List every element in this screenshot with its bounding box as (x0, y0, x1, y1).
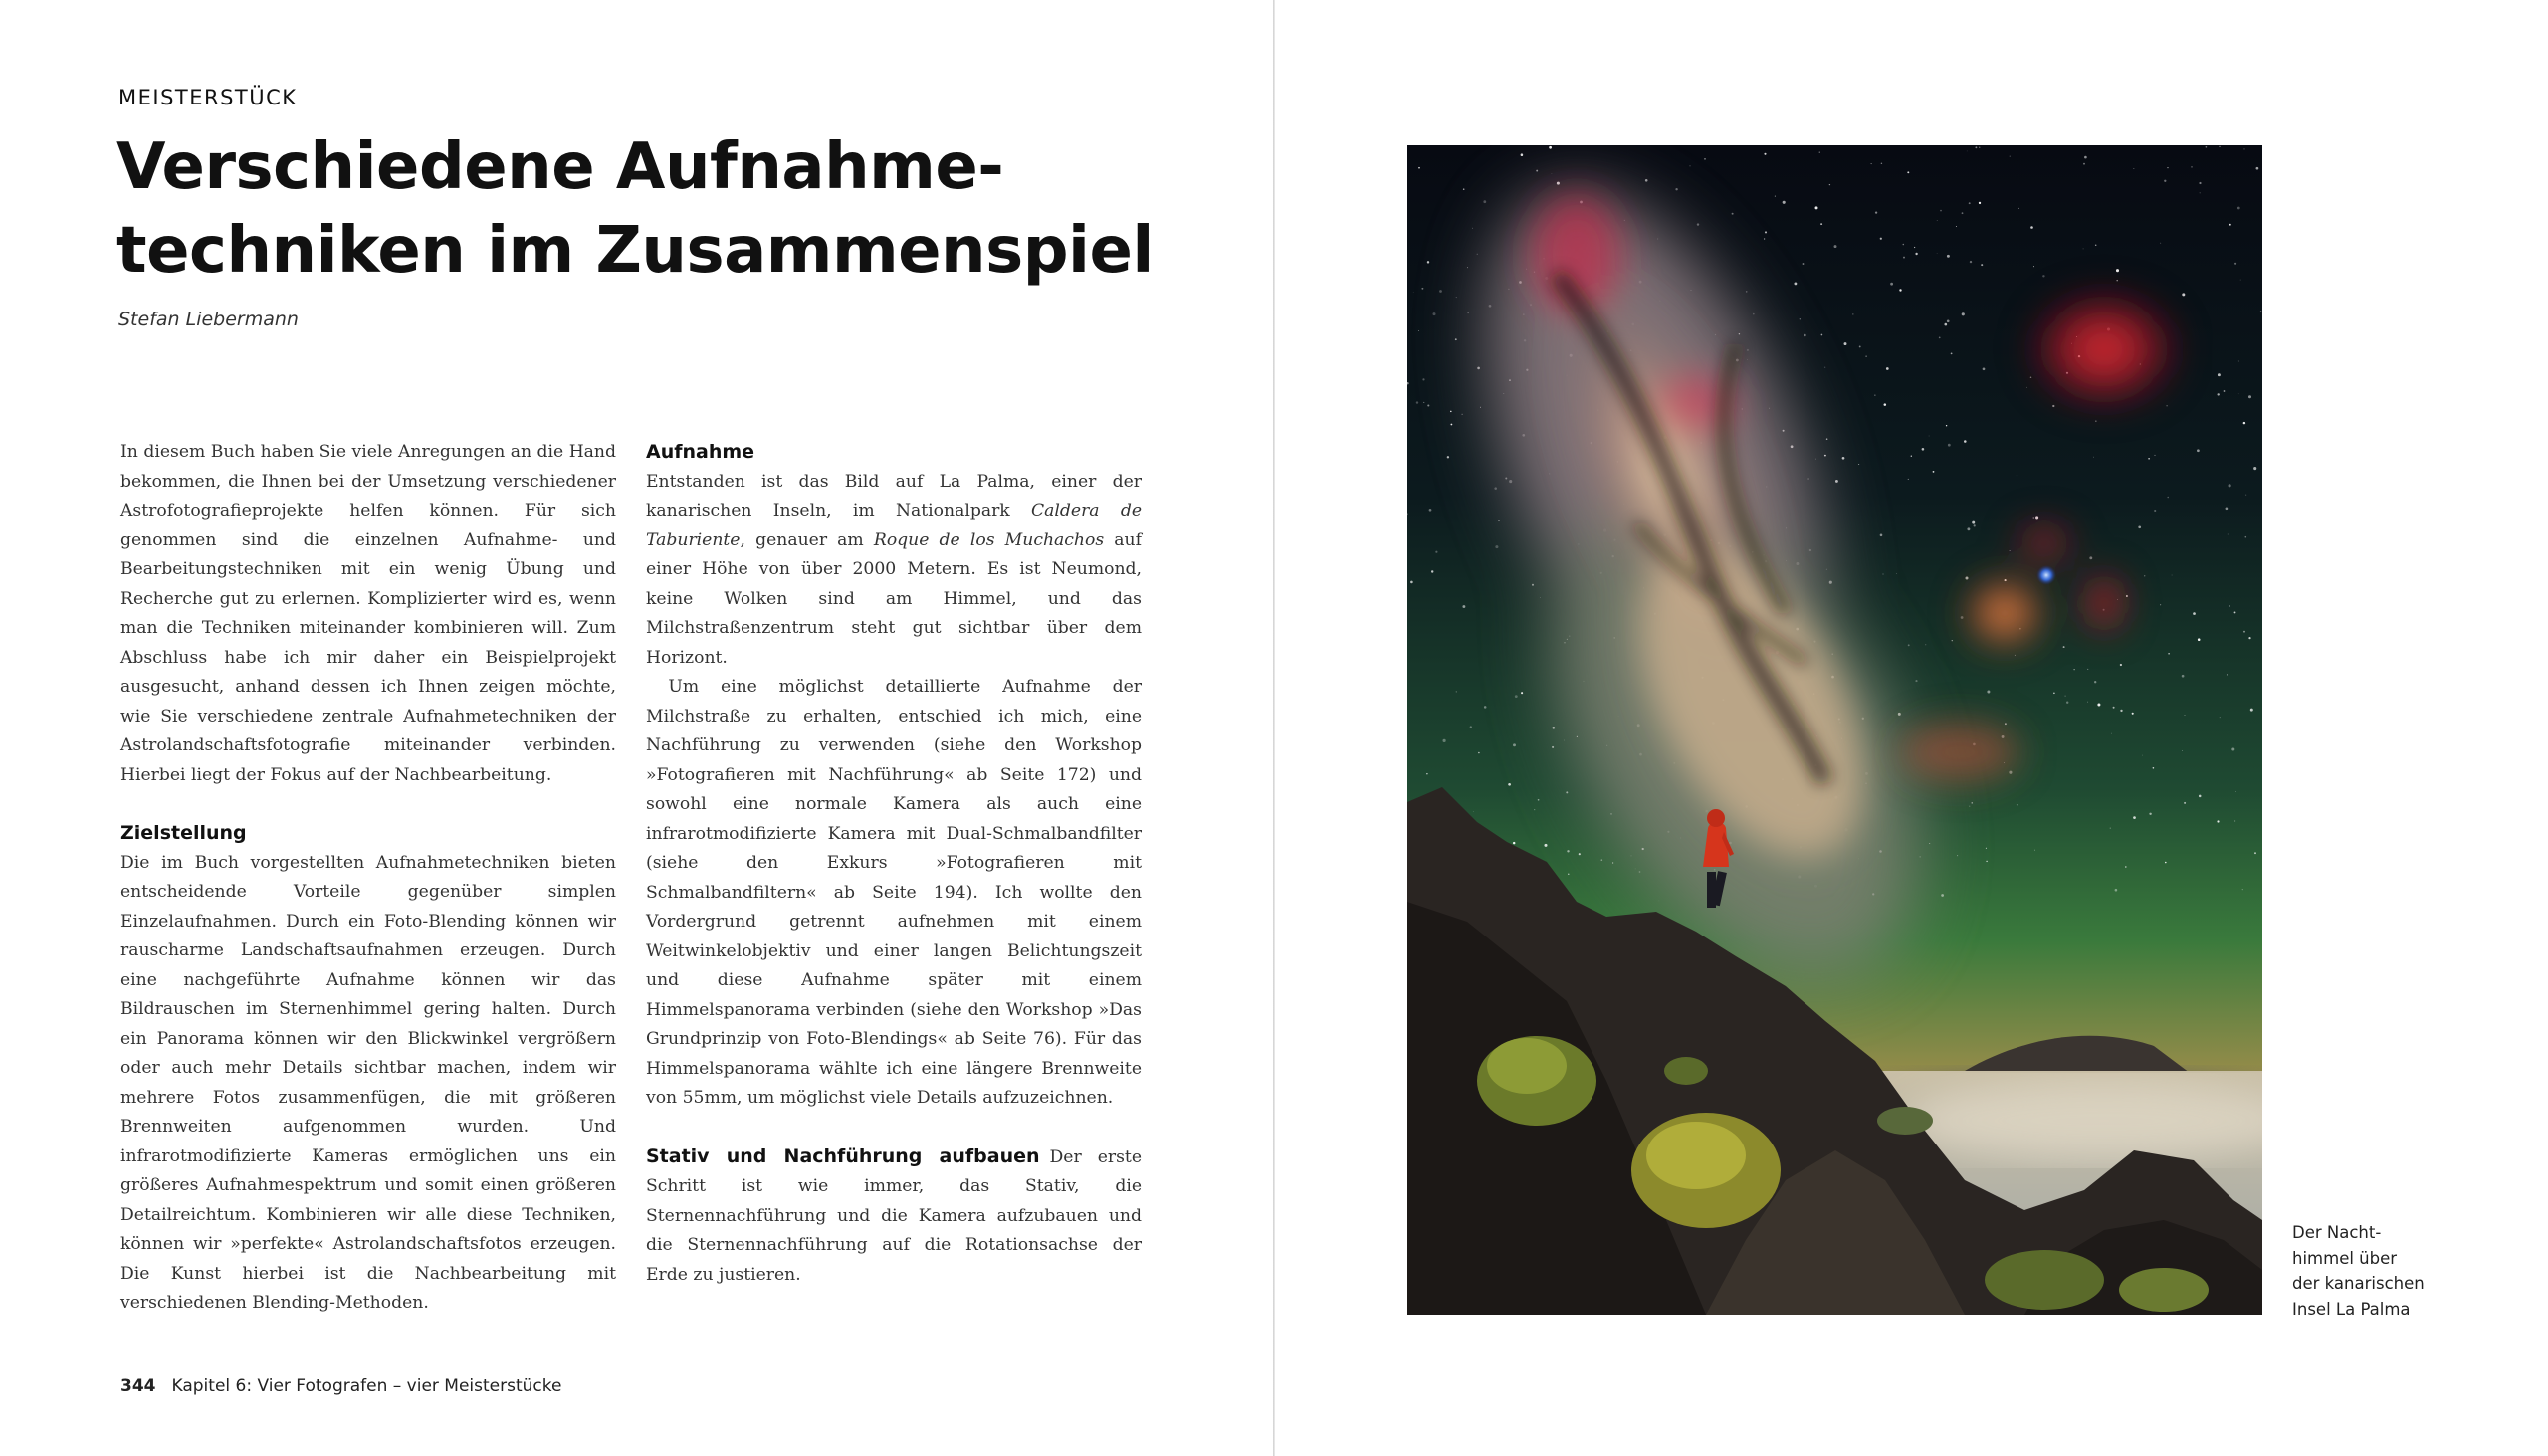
chapter-title: Kapitel 6: Vier Fotografen – vier Meisterstücke (171, 1376, 562, 1396)
zielstellung-paragraph: Die im Buch vorgestellten Aufnahmetechniken bieten entscheidende Vorteile gegenüber simplen Einzelaufnahmen. Durch ein Foto-Blending können wir rauscharme Landschaftsaufnahmen erzeugen. Durch eine nachgeführte Aufnahme können wir das Bildrauschen im Sternenhimmel gering halten. Durch ein Panorama können wir den Blickwinkel vergrößern oder auch mehr Details sichtbar machen, indem wir mehrere Fotos zusammenfügen, die mit größeren Brennweiten aufgenommen wurden. Und infrarotmodifizierte Kameras ermöglichen uns ein größeres Aufnahmespektrum und somit einen größeren Detailreichtum. Kombinieren wir alle diese Techniken, können wir »perfekte« Astrolandschaftsfotos erzeugen. Die Kunst hierbei ist die Nachbearbeitung mit verschiedenen Blending-Methoden. (120, 852, 616, 1313)
title-line-2: techniken im Zusammenspiel (116, 214, 1154, 288)
page-number: 344 (120, 1376, 156, 1396)
text-column-2 (646, 438, 1142, 1290)
title-line-1: Verschiedene Aufnahme- (116, 130, 1004, 204)
section-kicker: MEISTERSTÜCK (118, 86, 298, 109)
aufnahme-paragraph-2: Um eine möglichst detaillierte Aufnahme der Milchstraße zu erhalten, entschied ich mich, eine Nachführung zu verwenden (siehe den Workshop »Fotografieren mit Nachführung« ab Seite 172) und sowohl eine normale Kamera als auch eine infrarotmodifizierte Kamera mit Dual-Schmalbandfilter (siehe den Exkurs »Fotografieren mit Schmalbandfiltern« ab Seite 194). Ich wollte den Vordergrund getrennt aufnehmen mit einem Weitwinkelobjektiv und einer langen Belichtungszeit und diese Aufnahme später mit einem Himmelspanorama verbinden (siehe den Workshop »Das Grundprinzip von Foto-Blendings« ab Seite 76). Für das Himmelspanorama wählte ich eine längere Brennweite von 55mm, um möglichst viele Details aufzuzeichnen. (646, 677, 1142, 1108)
page-footer (120, 1376, 561, 1396)
aufnahme-paragraph-1: Entstanden ist das Bild auf La Palma, einer der kanarischen Inseln, im Nationalpark Caldera de Taburiente, genauer am Roque de los Muchachos auf einer Höhe von über 2000 Metern. Es ist Neumond, keine Wolken sind am Himmel, und das Milchstraßenzentrum steht gut sichtbar über dem Horizont. (646, 471, 1142, 668)
peak-name: Roque de los Muchachos (873, 529, 1105, 550)
left-page (0, 0, 1273, 1456)
stativ-paragraph: Stativ und Nachführung aufbauen Der erste Schritt ist wie immer, das Stativ, die Sternennachführung und die Kamera aufzubauen und die Sternennachführung auf die Rotationsachse der Erde zu justieren. (646, 1144, 1142, 1285)
intro-paragraph: In diesem Buch haben Sie viele Anregungen an die Hand bekommen, die Ihnen bei der Umsetzung verschiedener Astrofotografieprojekte helfen können. Für sich genommen sind die einzelnen Aufnahme- und Bearbeitungstechniken mit ein wenig Übung und Recherche gut zu erlernen. Komplizierter wird es, wenn man die Techniken miteinander kombinieren will. Zum Abschluss habe ich mir daher ein Beispielprojekt ausgesucht, anhand dessen ich Ihnen zeigen möchte, wie Sie verschiedene zentrale Aufnahmetechniken der Astrolandschaftsfotografie miteinander verbinden. Hierbei liegt der Fokus auf der Nachbearbeitung. (120, 442, 616, 785)
photo-illustration (1407, 145, 2262, 1315)
author-name: Stefan Liebermann (118, 309, 299, 330)
page-title (116, 125, 1211, 293)
runin-heading-stativ: Stativ und Nachführung aufbauen (646, 1144, 1040, 1167)
heading-zielstellung: Zielstellung (120, 822, 247, 844)
paragraph-gap (646, 1114, 1142, 1143)
text-column-1 (120, 438, 616, 1319)
paragraph-gap (120, 790, 616, 819)
photo-caption: Der Nacht- himmel über der kanarischen Insel La Palma (2292, 1223, 2425, 1319)
park-name: Caldera de Taburiente (646, 501, 1142, 550)
heading-aufnahme: Aufnahme (646, 441, 755, 463)
milky-way-photo (1407, 145, 2262, 1315)
